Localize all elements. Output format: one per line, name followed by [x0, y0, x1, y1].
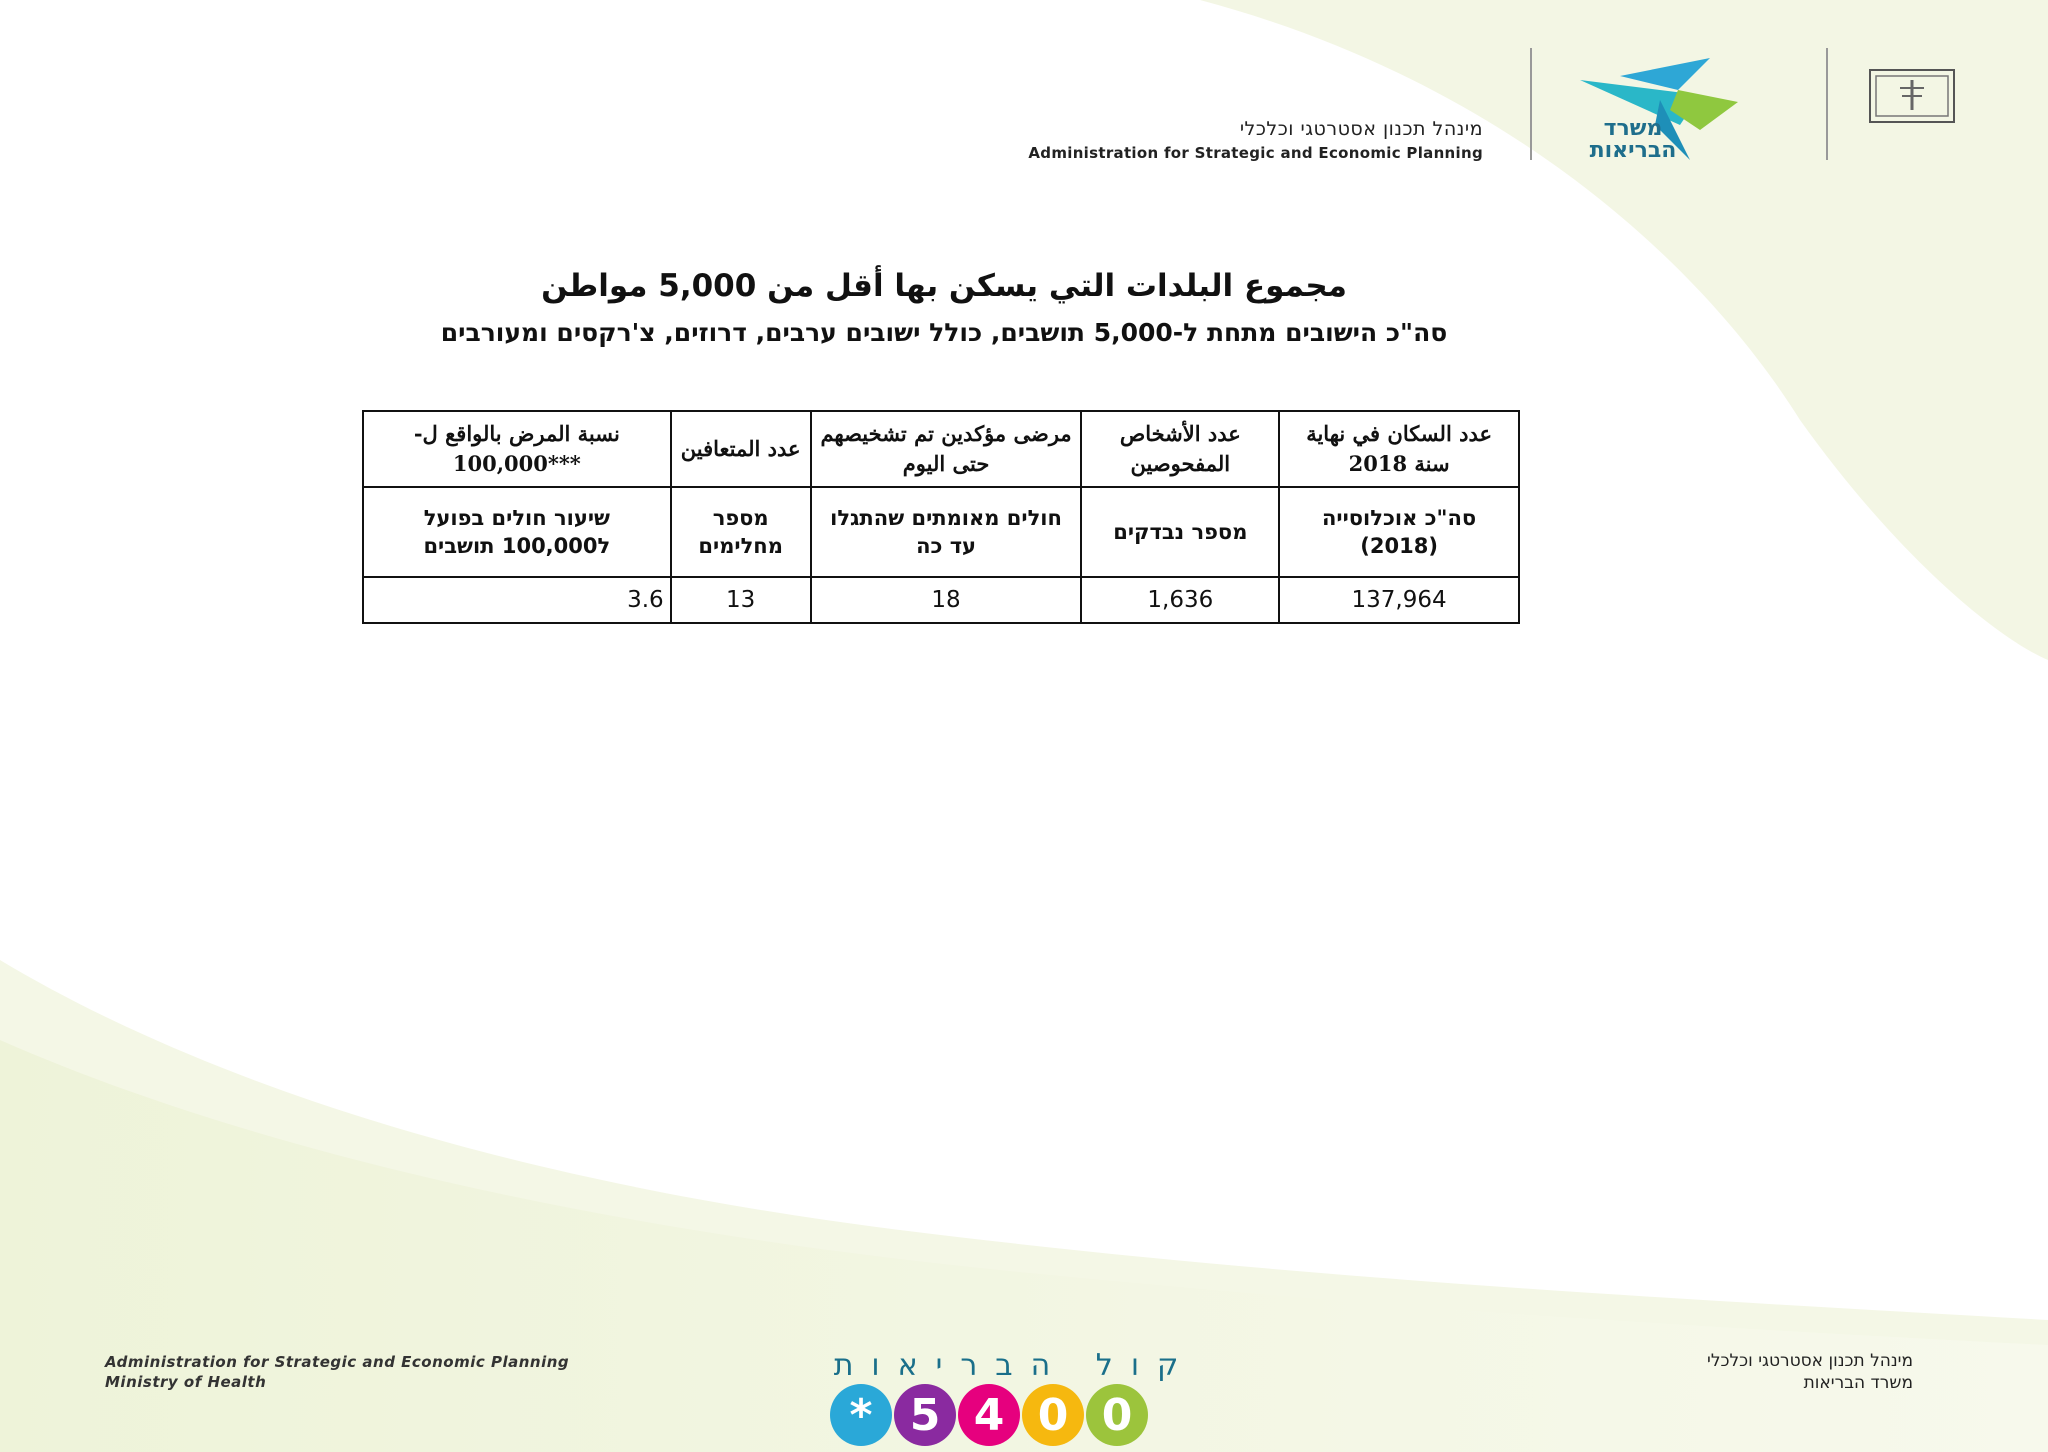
table-cell: מספר מחלימים: [671, 487, 811, 577]
header-admin-he: מינהל תכנון אסטרטגי וכלכלי: [1239, 118, 1483, 140]
table-cell: חולים מאומתים שהתגלו עד כה: [811, 487, 1082, 577]
kol-habriut-title: קול הבריאות: [833, 1348, 1197, 1383]
table-cell: 137,964: [1279, 577, 1519, 623]
table-cell: 1,636: [1081, 577, 1279, 623]
footer-he-line1: מינהל תכנון אסטרטגי וכלכלי: [1707, 1351, 1913, 1371]
footer-en-line1: Administration for Strategic and Economic Planning: [105, 1353, 570, 1371]
footer-he: [1707, 1350, 1913, 1394]
table-cell: 13: [671, 577, 811, 623]
hotline-digit: *: [830, 1384, 892, 1446]
table-cell: مرضى مؤكدين تم تشخيصهم حتى اليوم: [811, 411, 1082, 487]
hotline-digit: 5: [894, 1384, 956, 1446]
header-admin-text: [1028, 118, 1483, 162]
table-cell: نسبة المرض بالواقع ل- ***100,000: [363, 411, 671, 487]
ministry-logo-text: משרד הבריאות: [1589, 116, 1677, 163]
table-cell: מספר נבדקים: [1081, 487, 1279, 577]
table-cell: סה"כ אוכלוסייה (2018): [1279, 487, 1519, 577]
data-table: [362, 410, 1520, 624]
table-cell: שיעור חולים בפועל ל100,000 תושבים: [363, 487, 671, 577]
title-hebrew: סה"כ הישובים מתחת ל-5,000 תושבים, כולל ישובים ערבים, דרוזים, צ'רקסים ומעורבים: [440, 318, 1448, 347]
footer-he-line2: משרד הבריאות: [1803, 1373, 1913, 1393]
footer-en: [105, 1352, 569, 1392]
table-row-header-ar: [363, 411, 1519, 487]
hotline-number: [830, 1384, 1148, 1446]
hotline-digit: 4: [958, 1384, 1020, 1446]
table-row-values: [363, 577, 1519, 623]
table-cell: عدد السكان في نهاية سنة 2018: [1279, 411, 1519, 487]
header-admin-en: Administration for Strategic and Economic Planning: [1028, 144, 1483, 162]
table-cell: عدد الأشخاص المفحوصين: [1081, 411, 1279, 487]
hotline-digit: 0: [1022, 1384, 1084, 1446]
table-cell: عدد المتعافين: [671, 411, 811, 487]
table-cell: 18: [811, 577, 1082, 623]
footer-en-line2: Ministry of Health: [105, 1373, 267, 1391]
table-cell: 3.6: [363, 577, 671, 623]
header-divider: [1826, 48, 1828, 160]
title-arabic: مجموع البلدات التي يسكن بها أقل من 5,000 مواطن: [541, 268, 1347, 304]
hotline-digit: 0: [1086, 1384, 1148, 1446]
header-divider: [1530, 48, 1532, 160]
state-emblem-icon: [1868, 68, 1956, 124]
table-row-header-he: [363, 487, 1519, 577]
